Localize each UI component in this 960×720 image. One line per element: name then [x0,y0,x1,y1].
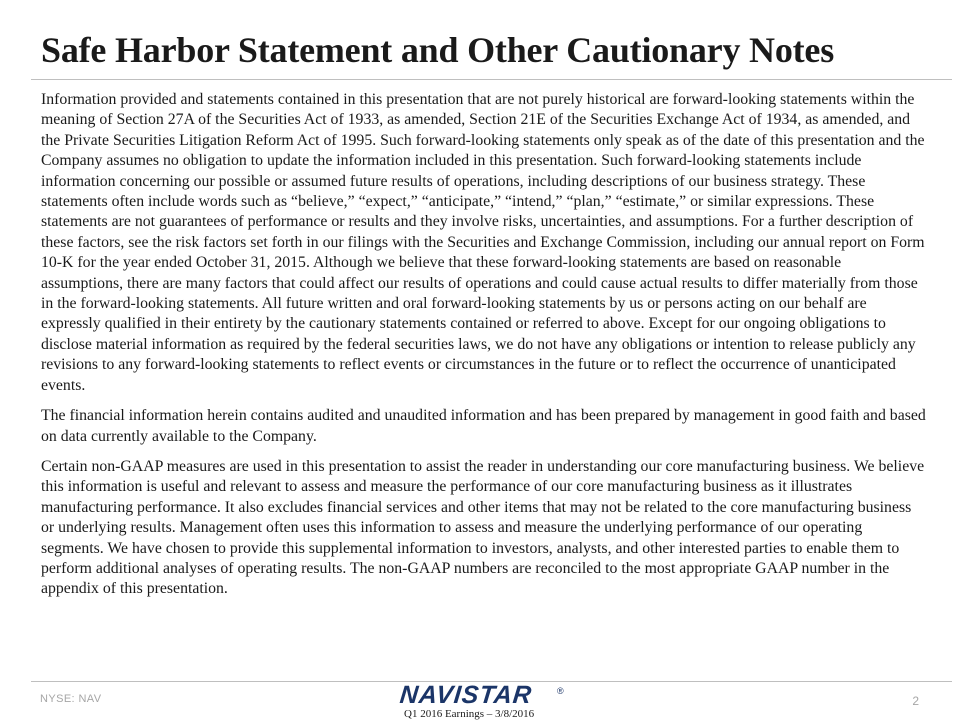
ticker-symbol: NYSE: NAV [40,693,102,705]
navistar-logo-wordmark: NAVISTAR [398,681,534,709]
presentation-caption: Q1 2016 Earnings – 3/8/2016 [404,708,535,720]
slide-title: Safe Harbor Statement and Other Cautionary Notes [41,30,835,70]
non-gaap-paragraph: Certain non-GAAP measures are used in this presentation to assist the reader in understanding our core manufacturing business. We believe this information is useful and relevant to assess and measure the performance of our core manufacturing business as it illustrates manufacturing performance. It also excludes financial services and other items that may not be related to the core manufacturing business or underlying results. Management often uses this information to assess and measure the underlying performance of our operating segments. We have chosen to provide this supplemental information to investors, analysts, and other interested parties to enable them to perform additional analyses of operating results. The non-GAAP numbers are reconciled to the most appropriate GAAP number in the appendix of this presentation. [41,457,925,598]
navistar-logo [398,681,566,709]
safe-harbor-paragraph: Information provided and statements contained in this presentation that are not purely historical are forward-looking statements within the meaning of Section 27A of the Securities Act of 1933, as amended, Section 21E of the Securities Exchange Act of 1934, as amended, and the Private Securities Litigation Reform Act of 1995. Such forward-looking statements only speak as of the date of this presentation and the Company assumes no obligation to update the information included in this presentation. Such forward-looking statements include information concerning our possible or assumed future results of operations, including descriptions of our business strategy. These statements often include words such as “believe,” “expect,” “anticipate,” “intend,” “plan,” “estimate,” or similar expressions. These statements are not guarantees of performance or results and they involve risks, uncertainties, and assumptions. For a further description of these factors, see the risk factors set forth in our filings with the Securities and Exchange Commission, including our annual report on Form 10-K for the year ended October 31, 2015. Although we believe that these forward-looking statements are based on reasonable assumptions, there are many factors that could affect our results of operations and could cause actual results to differ materially from those in the forward-looking statements. All future written and oral forward-looking statements by us or persons acting on our behalf are expressly qualified in their entirety by the cautionary statements contained or referred to above. Except for our ongoing obligations to disclose material information as required by the federal securities laws, we do not have any obligations or intention to release publicly any revisions to any forward-looking statements to reflect events or circumstances in the future or to reflect the occurrence of unanticipated events. [41,91,925,394]
slide-body [41,90,926,610]
financial-information-paragraph: The financial information herein contains audited and unaudited information and has been prepared by management in good faith and based on data currently available to the Company. [41,407,926,445]
title-divider [31,79,952,80]
registered-mark: ® [557,686,564,696]
page-number: 2 [912,694,919,708]
